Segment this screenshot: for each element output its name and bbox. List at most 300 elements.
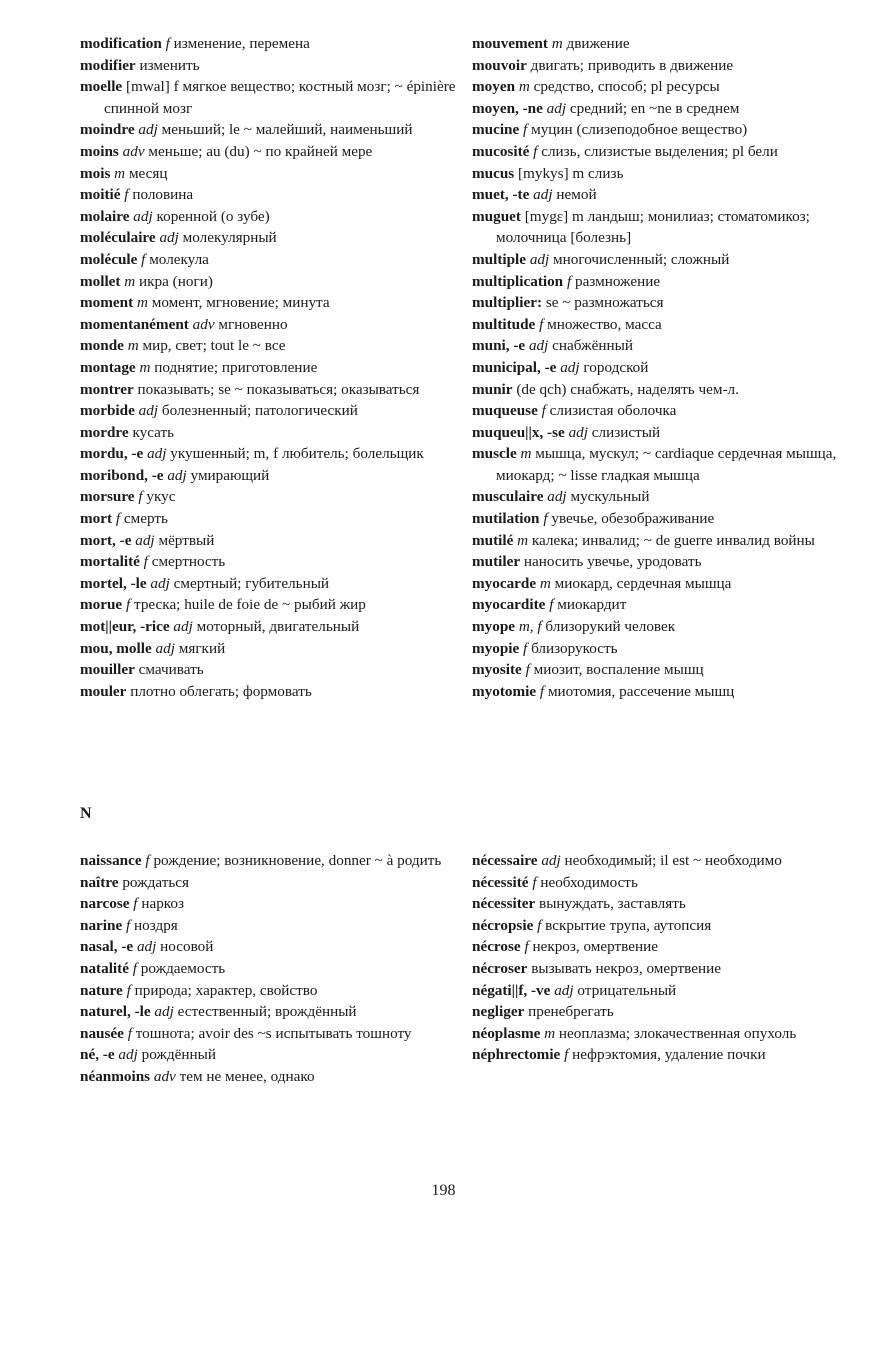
dictionary-entry [80,119,465,141]
dictionary-entry [472,314,867,336]
entry-translation: естественный; врождённый [177,1003,357,1021]
entry-grammar: adj [118,1046,138,1064]
dictionary-entry [80,141,465,163]
dictionary-entry [80,573,465,595]
entry-headword: nécessité [472,873,529,891]
entry-translation: слизь, слизистые выделения; pl бели [541,142,778,160]
entry-headword: naturel, -le [80,1003,151,1021]
dictionary-entry [472,292,867,314]
entry-headword: muqueuse [472,402,538,420]
entry-headword: nécropsie [472,916,534,934]
entry-grammar: m [518,78,530,96]
entry-grammar: m [127,337,139,355]
entry-grammar: f [524,938,529,956]
entry-grammar: adj [155,639,175,657]
dictionary-entry [80,335,465,357]
entry-translation: плотно облегать; формовать [130,682,312,700]
entry-grammar: adj [135,531,155,549]
dictionary-entry [472,163,867,185]
entry-grammar: m [139,358,151,376]
dictionary-entry [472,573,867,595]
entry-headword: négati||f, -ve [472,981,551,999]
entry-translation: кусать [132,423,175,441]
dictionary-entry [472,1001,867,1023]
entry-translation: средний; en ~ne в среднем [569,99,740,117]
entry-grammar: adj [533,186,553,204]
dictionary-entry [472,681,867,703]
column-top-left [80,33,465,702]
entry-grammar: f [145,852,150,869]
entry-grammar: f [537,916,542,934]
entry-headword: monde [80,337,124,355]
entry-translation: смачивать [138,661,204,679]
entry-translation: молекула [149,250,209,268]
entry-grammar: m [114,164,126,182]
page-number: 198 [431,1182,456,1199]
dictionary-entry [472,850,867,872]
entry-headword: muni, -e [472,337,526,355]
entry-headword: negliger [472,1003,525,1021]
entry-translation: миокардит [557,596,627,614]
dictionary-entry [472,379,867,401]
entry-translation: двигать; приводить в движение [530,56,734,74]
column-bottom-right [472,850,867,1066]
entry-headword: narcose [80,895,130,913]
entry-translation: болезненный; патологический [161,402,358,420]
entry-translation: мёртвый [158,531,215,549]
entry-translation: вызывать некроз, омертвение [531,959,721,977]
dictionary-entry [472,530,867,552]
dictionary-entry [80,1001,465,1023]
entry-headword: naître [80,873,119,891]
dictionary-entry [80,465,465,487]
entry-headword: néoplasme [472,1024,541,1042]
entry-headword: mouler [80,682,127,700]
dictionary-entry [80,314,465,336]
dictionary-entry [472,33,867,55]
entry-grammar: f [532,873,537,891]
dictionary-entry [472,443,867,486]
entry-translation: носовой [160,938,214,956]
entry-grammar: f [138,488,143,506]
entry-translation: миокард, сердечная мышца [554,574,732,592]
dictionary-entry [80,163,465,185]
entry-grammar: m, f [518,618,542,636]
entry-translation: слизистая оболочка [549,402,677,420]
dictionary-entry [80,357,465,379]
dictionary-entry [80,422,465,444]
entry-grammar: f [523,121,528,139]
entry-headword: myosite [472,661,522,679]
dictionary-entry [80,76,465,119]
entry-translation: поднятие; приготовление [154,358,318,376]
dictionary-entry [472,893,867,915]
entry-grammar: f [541,402,546,420]
dictionary-entry [80,893,465,915]
entry-translation: снабжённый [552,337,633,355]
entry-translation: показывать; se ~ показываться; оказываться [137,380,420,398]
entry-headword: momentanément [80,315,189,333]
entry-headword: multitude [472,315,536,333]
entry-translation: (de qch) снабжать, наделять чем-л. [516,380,739,398]
entry-headword: morsure [80,488,135,506]
dictionary-entry [80,206,465,228]
entry-grammar: f [115,510,121,528]
dictionary-entry [80,227,465,249]
dictionary-entry [80,33,465,55]
entry-headword: mort, -e [80,531,132,549]
dictionary-entry [472,1044,867,1066]
entry-grammar: adv [192,315,215,333]
entry-grammar: m [539,574,551,592]
entry-headword: montrer [80,380,134,398]
entry-translation: муцин (слизеподобное вещество) [531,121,748,139]
dictionary-entry [80,638,465,660]
entry-translation: слизистый [591,423,661,441]
entry-headword: molaire [80,207,130,225]
entry-headword: mollet [80,272,121,290]
entry-grammar: f [539,682,545,700]
section-letter: N [80,805,92,822]
entry-grammar: f [539,315,544,333]
dictionary-entry [80,958,465,980]
entry-translation: увечье, обезображивание [551,510,715,528]
entry-translation: изменение, перемена [173,35,310,52]
entry-grammar: f [127,1024,132,1042]
dictionary-entry [80,1023,465,1045]
entry-headword: nécessiter [472,895,536,913]
entry-grammar: adj [154,1003,174,1021]
entry-translation: [mykys] m слизь [518,164,624,182]
dictionary-entry [472,936,867,958]
entry-grammar: adj [529,250,550,268]
dictionary-entry [472,659,867,681]
dictionary-entry [472,508,867,530]
dictionary-entry [80,872,465,894]
entry-grammar: m [520,445,532,463]
entry-headword: mutiler [472,553,521,571]
dictionary-entry [80,915,465,937]
entry-translation: смерть [123,510,168,528]
entry-translation: необходимый; il est ~ необходимо [564,852,782,869]
entry-translation: мир, свет; tout le ~ все [142,337,286,355]
entry-headword: mucus [472,164,515,182]
entry-headword: nasal, -e [80,938,134,956]
entry-grammar: adj [541,852,561,869]
dictionary-entry [80,659,465,681]
entry-translation: момент, мгновение; минута [151,294,330,312]
dictionary-entry [472,249,867,271]
entry-headword: multiplier: [472,294,543,312]
entry-headword: moment [80,294,134,312]
entry-headword: musculaire [472,488,544,506]
dictionary-entry [80,551,465,573]
entry-headword: morbide [80,402,135,420]
entry-headword: modifier [80,56,136,74]
entry-translation: миотомия, рассечение мышц [547,682,735,700]
entry-grammar: adj [159,229,179,247]
entry-headword: nécroser [472,959,528,977]
entry-translation: укус [146,488,176,506]
entry-translation: вынуждать, заставлять [539,895,686,913]
entry-translation: размножение [574,272,661,290]
entry-translation: пренебрегать [528,1003,614,1021]
entry-headword: munir [472,380,513,398]
dictionary-entry [80,594,465,616]
entry-translation: тем не менее, однако [179,1067,315,1085]
column-bottom-left [80,850,465,1088]
dictionary-entry [472,335,867,357]
entry-grammar: adj [547,488,567,506]
entry-headword: nausée [80,1024,124,1042]
entry-headword: mouvoir [472,56,527,74]
entry-grammar: adj [546,99,567,117]
entry-translation: молекулярный [182,229,277,247]
entry-grammar: f [132,959,137,977]
entry-grammar: adj [173,618,193,636]
entry-headword: nécrose [472,938,521,956]
entry-translation: отрицательный [577,981,677,999]
entry-grammar: f [126,981,131,999]
entry-grammar: f [133,895,138,913]
entry-headword: moindre [80,121,135,139]
dictionary-entry [80,271,465,293]
entry-translation: некроз, омертвение [532,938,659,956]
dictionary-entry [472,271,867,293]
dictionary-entry [472,915,867,937]
entry-headword: moitié [80,186,121,204]
dictionary-entry [80,55,465,77]
entry-translation: моторный, двигательный [196,618,360,636]
entry-grammar: f [525,661,530,679]
entry-grammar: adj [133,207,153,225]
entry-grammar: adj [560,358,580,376]
entry-headword: moribond, -e [80,466,164,484]
entry-grammar: adv [122,142,145,160]
entry-grammar: m [551,35,563,52]
dictionary-entry [472,76,867,98]
entry-translation: тошнота; avoir des ~s испытывать тошноту [135,1024,412,1042]
entry-headword: mortalité [80,553,140,571]
entry-translation: необходимость [540,873,638,891]
entry-translation: наносить увечье, уродовать [523,553,702,571]
entry-headword: muscle [472,445,517,463]
entry-translation: городской [583,358,649,376]
entry-translation: миозит, воспаление мышц [533,661,704,679]
entry-headword: nécessaire [472,852,538,869]
entry-grammar: f [143,553,148,571]
dictionary-entry [472,206,867,249]
entry-translation: мышца, мускул; ~ cardiaque сердечная мышца, миокард; ~ lisse гладкая мышца [496,445,837,484]
entry-grammar: f [543,510,548,528]
entry-translation: умирающий [190,466,270,484]
entry-translation: рождаемость [140,959,226,977]
dictionary-entry [472,141,867,163]
entry-headword: néanmoins [80,1067,151,1085]
entry-translation: рождённый [141,1046,216,1064]
entry-translation: множество, масса [547,315,662,333]
dictionary-entry [472,980,867,1002]
entry-headword: myopie [472,639,520,657]
dictionary-entry [472,119,867,141]
entry-headword: myope [472,618,516,636]
entry-grammar: adj [568,423,588,441]
dictionary-entry [80,980,465,1002]
entry-headword: muguet [472,207,521,225]
dictionary-entry [80,936,465,958]
entry-translation: мгновенно [218,315,288,333]
dictionary-entry [80,616,465,638]
entry-headword: moléculaire [80,229,156,247]
entry-headword: mutilation [472,510,540,528]
entry-headword: moelle [80,78,123,96]
entry-headword: morue [80,596,123,614]
entry-grammar: f [533,142,538,160]
dictionary-entry [472,551,867,573]
dictionary-entry [472,55,867,77]
dictionary-entry [80,184,465,206]
entry-grammar: adj [138,402,159,420]
entry-translation: икра (ноги) [139,272,213,290]
entry-grammar: m [544,1024,556,1042]
entry-headword: multiplication [472,272,564,290]
entry-translation: немой [556,186,597,204]
entry-translation: половина [132,186,194,204]
entry-headword: mot||eur, -rice [80,618,170,636]
entry-headword: montage [80,358,136,376]
dictionary-entry [80,443,465,465]
entry-grammar: adj [528,337,549,355]
entry-grammar: f [125,596,131,614]
entry-headword: multiple [472,250,527,268]
entry-translation: смертность [151,553,226,571]
entry-headword: molécule [80,250,138,268]
entry-translation: se ~ размножаться [545,294,664,312]
entry-grammar: f [549,596,554,614]
entry-grammar: adj [147,445,167,463]
dictionary-entry [80,1066,465,1088]
entry-headword: naissance [80,852,142,869]
entry-translation: укушенный; m, f любитель; болельщик [170,445,424,463]
entry-translation: [mygɛ] m ландыш; монилиаз; стоматомикоз; молочница [болезнь] [496,207,810,247]
dictionary-entry [80,850,465,872]
entry-translation: рождение; возникновение, donner ~ à родить [153,852,442,869]
dictionary-entry [80,379,465,401]
entry-translation: мускульный [570,488,650,506]
entry-headword: moyen [472,78,516,96]
entry-translation: средство, способ; pl ресурсы [533,78,720,96]
entry-grammar: m [517,531,529,549]
entry-grammar: f [141,250,146,268]
entry-headword: mort [80,510,113,528]
entry-headword: municipal, -e [472,358,557,376]
entry-grammar: adj [167,466,187,484]
entry-translation: меньший; le ~ малейший, наименьший [161,121,413,139]
dictionary-entry [80,530,465,552]
entry-translation: мягкий [178,639,226,657]
entry-translation: природа; характер, свойство [134,981,318,999]
entry-headword: mortel, -le [80,574,147,592]
dictionary-entry [472,486,867,508]
dictionary-entry [80,249,465,271]
entry-headword: néphrectomie [472,1046,561,1064]
entry-translation: многочисленный; сложный [553,250,730,268]
entry-grammar: f [523,639,528,657]
dictionary-entry [80,681,465,703]
entry-headword: muqueu||x, -se [472,423,565,441]
entry-headword: mucosité [472,142,530,160]
entry-translation: [mwal] f мягкое вещество; костный мозг; ~ épinière спинной мозг [104,78,456,117]
dictionary-entry [472,594,867,616]
dictionary-entry [80,508,465,530]
entry-grammar: f [165,35,170,52]
entry-headword: mouvement [472,35,548,52]
entry-headword: modification [80,35,162,52]
entry-headword: mouiller [80,661,135,679]
entry-translation: изменить [139,56,200,74]
dictionary-entry [80,486,465,508]
dictionary-entry [472,98,867,120]
entry-translation: коренной (о зубе) [156,207,270,225]
dictionary-entry [472,422,867,444]
entry-translation: близорукость [531,639,618,657]
dictionary-entry [472,357,867,379]
entry-grammar: f [126,916,131,934]
entry-translation: треска; huile de foie de ~ рыбий жир [134,596,366,614]
dictionary-entry [80,400,465,422]
entry-headword: nature [80,981,123,999]
entry-headword: myotomie [472,682,537,700]
entry-translation: неоплазма; злокачественная опухоль [558,1024,797,1042]
entry-headword: mucine [472,121,520,139]
entry-headword: né, -e [80,1046,115,1064]
entry-grammar: f [564,1046,569,1064]
entry-grammar: m [136,294,148,312]
entry-grammar: adj [554,981,574,999]
entry-headword: moins [80,142,119,160]
dictionary-entry [472,1023,867,1045]
entry-headword: myocarde [472,574,537,592]
dictionary-entry [472,958,867,980]
entry-translation: рождаться [122,873,189,891]
entry-grammar: adj [136,938,157,956]
entry-translation: движение [566,35,630,52]
dictionary-entry [472,184,867,206]
entry-translation: калека; инвалид; ~ de guerre инвалид войны [531,531,815,549]
entry-translation: меньше; au (du) ~ по крайней мере [148,142,373,160]
entry-grammar: adj [138,121,158,139]
entry-headword: mois [80,164,111,182]
entry-headword: myocardite [472,596,546,614]
entry-headword: muet, -te [472,186,530,204]
dictionary-entry [80,292,465,314]
dictionary-entry [472,616,867,638]
dictionary-entry [472,400,867,422]
entry-grammar: f [566,272,572,290]
entry-translation: месяц [128,164,168,182]
entry-translation: близорукий человек [545,618,676,636]
entry-headword: natalité [80,959,129,977]
dictionary-entry [472,638,867,660]
entry-headword: narine [80,916,123,934]
entry-headword: mordu, -e [80,445,144,463]
entry-translation: наркоз [141,895,184,913]
entry-grammar: m [124,272,136,290]
entry-headword: mou, molle [80,639,152,657]
entry-headword: mutilé [472,531,514,549]
entry-grammar: f [124,186,129,204]
entry-translation: нефрэктомия, удаление почки [572,1046,766,1064]
